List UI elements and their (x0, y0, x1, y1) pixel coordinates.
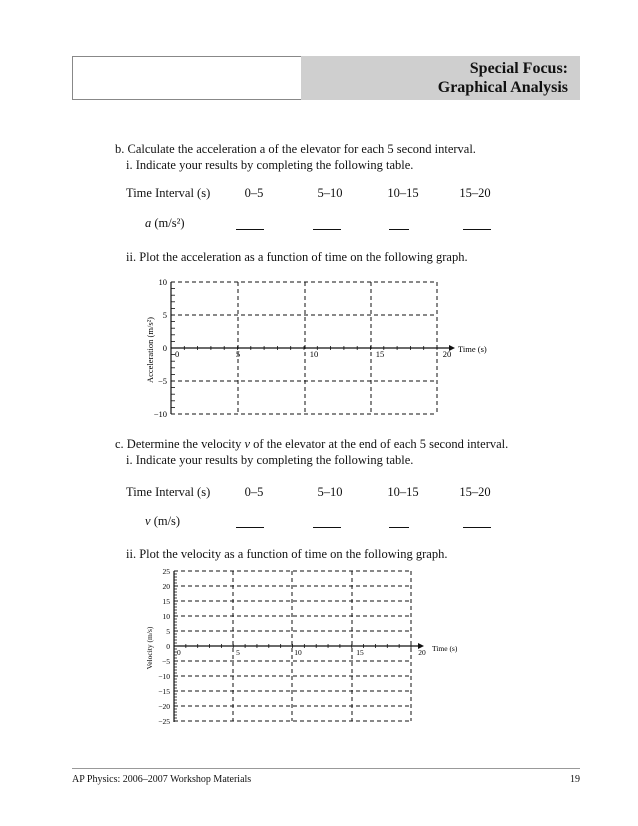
part-c-row-unit: (m/s) (150, 514, 181, 528)
vel-x-tick: 15 (356, 648, 364, 657)
acc-y-tick-labels (154, 277, 167, 418)
footer-rule (72, 768, 580, 769)
answer-blank-a-3[interactable] (389, 229, 409, 230)
part-c-question-post: of the elevator at the end of each 5 second interval. (250, 437, 509, 451)
acc-y-tick: 10 (158, 277, 167, 287)
vel-y-axis-label: Velocity (m/s) (145, 626, 154, 670)
part-b-interval-1: 0–5 (244, 186, 264, 200)
acc-x-tick: 10 (309, 349, 319, 359)
part-c-interval-3: 10–15 (387, 485, 419, 499)
answer-blank-v-3[interactable] (389, 527, 409, 528)
vel-x-tick-labels (177, 648, 426, 657)
part-c-interval-1: 0–5 (244, 485, 264, 499)
acc-y-tick: 5 (162, 310, 167, 320)
part-b-row-symbol: a (145, 216, 152, 230)
part-c-table-header-label: Time Interval (s) (126, 485, 211, 499)
vel-x-tick: 10 (294, 648, 302, 657)
vel-y-tick: 15 (162, 597, 170, 606)
vel-y-tick: 0 (166, 642, 170, 651)
answer-blank-v-1[interactable] (236, 527, 264, 528)
part-b-question: b. Calculate the acceleration a of the elevator for each 5 second interval. (115, 142, 476, 156)
vel-y-tick: 10 (162, 612, 170, 621)
header-title (438, 59, 568, 97)
part-b-row-label (145, 216, 185, 231)
vel-y-tick: −10 (158, 672, 170, 681)
part-b-interval-4: 15–20 (459, 186, 491, 200)
part-c-interval-2: 5–10 (317, 485, 343, 499)
part-c-row-label (145, 514, 180, 529)
acc-y-tick: 0 (162, 343, 167, 353)
part-c-question-pre: c. Determine the velocity (115, 437, 245, 451)
page-number: 19 (570, 774, 580, 785)
part-c-question-symbol: v (244, 437, 251, 451)
vel-y-tick: 25 (162, 567, 170, 576)
vel-x-tick: 20 (418, 648, 426, 657)
answer-blank-v-4[interactable] (463, 527, 491, 528)
part-c-instruction-i: i. Indicate your results by completing the following table. (126, 453, 414, 467)
part-b-table-header-label: Time Interval (s) (126, 186, 211, 200)
part-c-instruction-ii: ii. Plot the velocity as a function of time on the following graph. (126, 547, 448, 561)
header-title-box (301, 56, 580, 100)
acc-x-tick: 20 (442, 349, 452, 359)
acc-x-tick: 5 (235, 349, 241, 359)
answer-blank-a-1[interactable] (236, 229, 264, 230)
vel-y-tick-labels (158, 567, 170, 726)
acc-minor-ticks (171, 282, 437, 414)
answer-blank-a-4[interactable] (463, 229, 491, 230)
part-b-instruction-i: i. Indicate your results by completing the following table. (126, 158, 414, 172)
footer-left-text: AP Physics: 2006–2007 Workshop Materials (72, 774, 252, 785)
acceleration-grid (171, 282, 455, 414)
velocity-graph[interactable] (110, 562, 510, 734)
vel-x-axis-label: Time (s) (432, 644, 458, 653)
vel-x-tick: 5 (236, 648, 240, 657)
vel-x-tick: 0 (177, 648, 181, 657)
acc-x-tick-labels (175, 349, 451, 359)
acc-y-tick: −10 (153, 409, 167, 418)
header-title-line1: Special Focus: (469, 60, 568, 77)
vel-y-tick: 5 (166, 627, 170, 636)
header-left-box (72, 56, 301, 100)
part-c-question (115, 437, 508, 452)
part-b-interval-2: 5–10 (317, 186, 343, 200)
part-b-row-unit: (m/s²) (151, 216, 185, 230)
answer-blank-v-2[interactable] (313, 527, 341, 528)
answer-blank-a-2[interactable] (313, 229, 341, 230)
acc-y-axis-label: Acceleration (m/s²) (145, 316, 155, 384)
vel-y-tick: −5 (162, 657, 170, 666)
vel-y-tick: −20 (158, 702, 170, 711)
acc-y-tick: −5 (157, 376, 167, 386)
part-c-interval-4: 15–20 (459, 485, 491, 499)
header-title-line2: Graphical Analysis (437, 79, 568, 96)
vel-y-tick: −25 (158, 717, 170, 726)
acceleration-graph[interactable] (110, 268, 510, 418)
vel-y-tick: 20 (162, 582, 170, 591)
part-c-row-symbol: v (145, 514, 151, 528)
velocity-grid (174, 571, 418, 722)
vel-y-tick: −15 (158, 687, 170, 696)
part-b-instruction-ii: ii. Plot the acceleration as a function of time on the following graph. (126, 250, 468, 264)
acc-x-tick: 0 (175, 349, 180, 359)
acc-x-axis-label: Time (s) (458, 344, 487, 354)
part-b-interval-3: 10–15 (387, 186, 419, 200)
acc-x-tick: 15 (375, 349, 385, 359)
